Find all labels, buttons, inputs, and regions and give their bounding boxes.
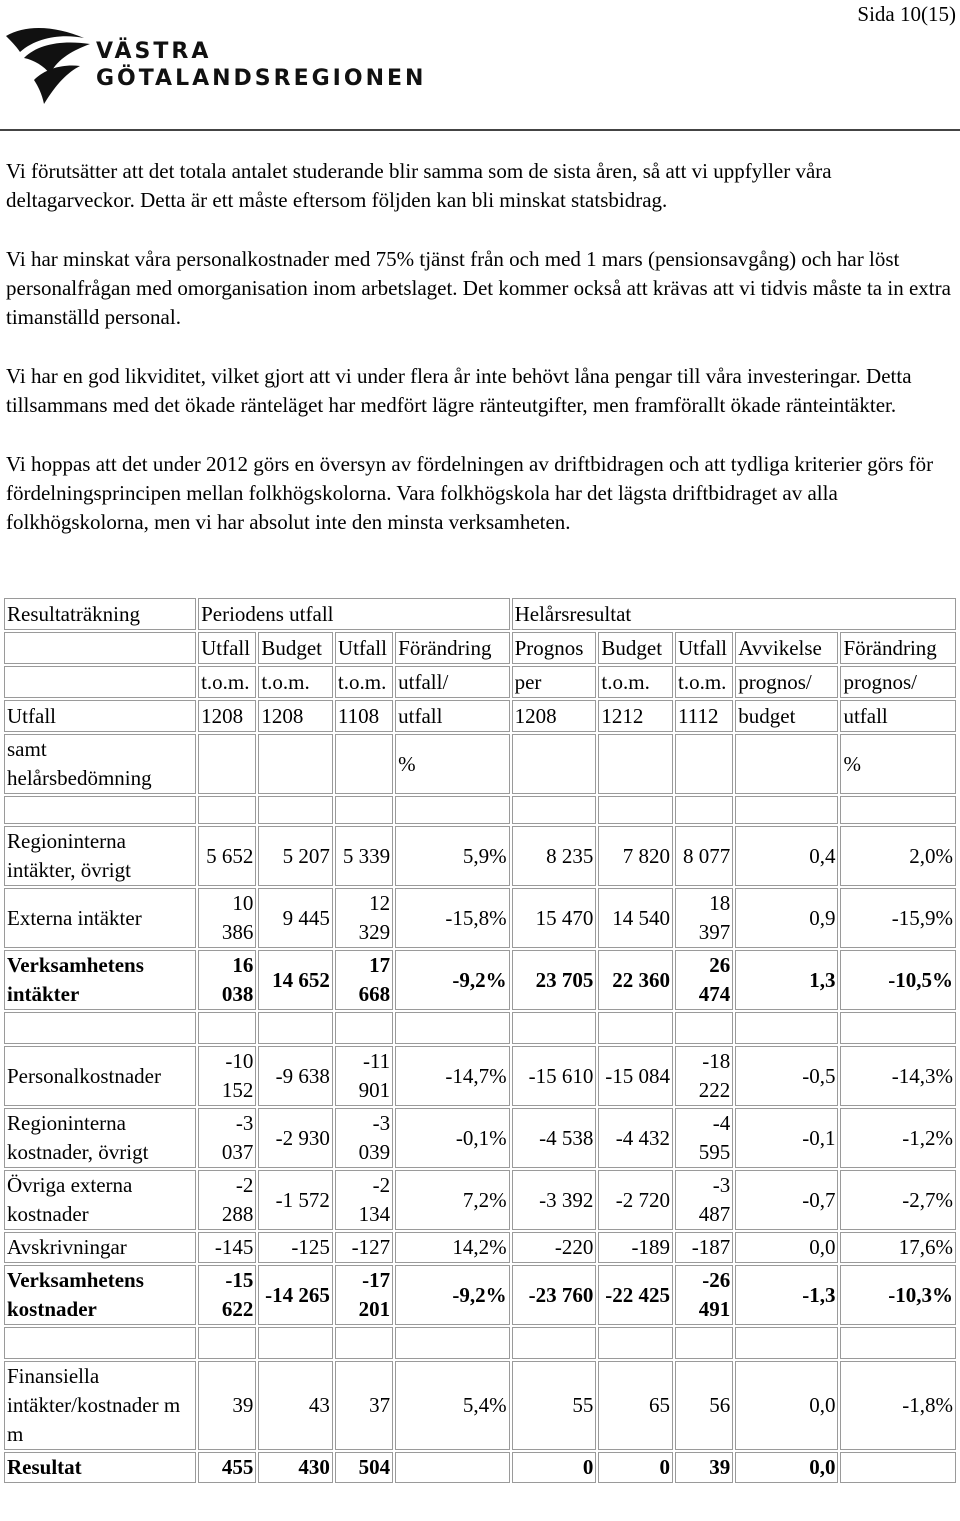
table-cell: [675, 734, 733, 794]
column-header: Utfall: [675, 632, 733, 664]
logo-wordmark: [96, 38, 426, 92]
column-header: prognos/: [735, 666, 838, 698]
table-cell: 17 668: [335, 950, 393, 1010]
logo-swirl-icon: [4, 22, 94, 106]
table-cell: 5,4%: [395, 1361, 509, 1450]
column-header: Förändring: [840, 632, 956, 664]
table-group-header-row: [4, 598, 956, 630]
table-cell: [735, 734, 838, 794]
table-cell: -3 037: [198, 1108, 256, 1168]
table-cell: 1,3: [735, 950, 838, 1010]
table-cell: 43: [258, 1361, 333, 1450]
table-cell: -187: [675, 1232, 733, 1263]
table-row: [4, 888, 956, 948]
table-cell: -145: [198, 1232, 256, 1263]
table-cell: [258, 734, 333, 794]
table-cell: [395, 1452, 509, 1483]
table-cell: -26 491: [675, 1265, 733, 1325]
row-label: Avskrivningar: [4, 1232, 196, 1263]
table-cell: -9,2%: [395, 1265, 509, 1325]
table-cell: -10 152: [198, 1046, 256, 1106]
row-label: Finansiella intäkter/kostnader m m: [4, 1361, 196, 1450]
table-cell: -3 392: [512, 1170, 597, 1230]
table-cell: -15 622: [198, 1265, 256, 1325]
column-header: 1208: [512, 700, 597, 732]
table-cell: 0,0: [735, 1232, 838, 1263]
column-header: Budget: [258, 632, 333, 664]
table-cell: 14 652: [258, 950, 333, 1010]
table-cell: -18 222: [675, 1046, 733, 1106]
table-cell: -0,1%: [395, 1108, 509, 1168]
table-title: Resultaträkning: [4, 598, 196, 630]
column-header: budget: [735, 700, 838, 732]
page-number: Sida 10(15): [857, 2, 956, 26]
table-cell: 56: [675, 1361, 733, 1450]
table-row: [4, 1108, 956, 1168]
table-cell: -14,3%: [840, 1046, 956, 1106]
table-cell: -220: [512, 1232, 597, 1263]
table-row: [4, 1232, 956, 1263]
column-header: %: [395, 734, 509, 794]
table-cell: 5 207: [258, 826, 333, 886]
column-header-row: [4, 734, 956, 794]
column-header: prognos/: [840, 666, 956, 698]
table-cell: -10,3%: [840, 1265, 956, 1325]
column-header: t.o.m.: [675, 666, 733, 698]
spacer-row: [4, 1012, 956, 1044]
table-cell: -1 572: [258, 1170, 333, 1230]
vgr-logo: [4, 22, 427, 106]
table-cell: [840, 1452, 956, 1483]
table-row: [4, 1452, 956, 1483]
table-cell: -2 930: [258, 1108, 333, 1168]
column-header: 1112: [675, 700, 733, 732]
table-cell: 504: [335, 1452, 393, 1483]
table-cell: -3 487: [675, 1170, 733, 1230]
table-cell: [198, 734, 256, 794]
column-header: t.o.m.: [335, 666, 393, 698]
row-label: Resultat: [4, 1452, 196, 1483]
table-cell: 0: [512, 1452, 597, 1483]
column-header: utfall: [395, 700, 509, 732]
table-cell: 430: [258, 1452, 333, 1483]
table-cell: 26 474: [675, 950, 733, 1010]
spacer-row: [4, 1327, 956, 1359]
table-cell: 17,6%: [840, 1232, 956, 1263]
paragraph: Vi hoppas att det under 2012 görs en översyn av fördelningen av driftbidragen och att tydliga kriterier görs för fördelningsprincipen mellan folkhögskolorna. Vara folkhögskola har det lägsta driftbidraget av alla folkhögskolorna, men vi har absolut inte den minsta verksamheten.: [6, 452, 934, 534]
table-cell: -125: [258, 1232, 333, 1263]
table-cell: -2,7%: [840, 1170, 956, 1230]
table-cell: 7 820: [598, 826, 673, 886]
paragraph: Vi har en god likviditet, vilket gjort att vi under flera år inte behövt låna pengar till våra investeringar. Detta tillsammans med det ökade ränteläget har medfört lägre ränteutgifter, men framförallt ökade ränteintäkter.: [6, 364, 912, 417]
table-cell: -2 134: [335, 1170, 393, 1230]
table-cell: 0,4: [735, 826, 838, 886]
logo-line1: VÄSTRA: [96, 39, 212, 64]
table-cell: 15 470: [512, 888, 597, 948]
table-cell: [598, 734, 673, 794]
table-cell: -17 201: [335, 1265, 393, 1325]
table-cell: [4, 666, 196, 698]
table-cell: -4 538: [512, 1108, 597, 1168]
table-cell: -15 610: [512, 1046, 597, 1106]
column-header: Budget: [598, 632, 673, 664]
table-cell: 5 339: [335, 826, 393, 886]
table-cell: 8 077: [675, 826, 733, 886]
table-cell: [512, 734, 597, 794]
column-header: t.o.m.: [198, 666, 256, 698]
table-row: [4, 950, 956, 1010]
column-header: 1108: [335, 700, 393, 732]
table-cell: 5 652: [198, 826, 256, 886]
table-cell: -4 432: [598, 1108, 673, 1168]
table-cell: 37: [335, 1361, 393, 1450]
column-header: Utfall: [198, 632, 256, 664]
table-cell: 10 386: [198, 888, 256, 948]
table-cell: [4, 632, 196, 664]
table-cell: -14 265: [258, 1265, 333, 1325]
body-text: [6, 157, 958, 567]
paragraph: Vi har minskat våra personalkostnader med 75% tjänst från och med 1 mars (pensionsavgång) och har löst personalfrågan med omorganisation inom arbetslaget. Det kommer också att krävas att vi tidvis måste ta in extra timanställd personal.: [6, 247, 951, 329]
column-header-row: [4, 632, 956, 664]
table-row: [4, 1265, 956, 1325]
table-cell: 22 360: [598, 950, 673, 1010]
table-cell: -1,2%: [840, 1108, 956, 1168]
row-label: Externa intäkter: [4, 888, 196, 948]
row-label: Verksamhetens kostnader: [4, 1265, 196, 1325]
table-cell: -15,9%: [840, 888, 956, 948]
row-label: Regioninterna intäkter, övrigt: [4, 826, 196, 886]
table-cell: -22 425: [598, 1265, 673, 1325]
column-header-row: [4, 666, 956, 698]
table-cell: 2,0%: [840, 826, 956, 886]
table-cell: -11 901: [335, 1046, 393, 1106]
table-row: [4, 826, 956, 886]
result-table: [2, 596, 958, 1485]
table-cell: -15 084: [598, 1046, 673, 1106]
table-cell: 0,9: [735, 888, 838, 948]
column-header-row: [4, 700, 956, 732]
column-header: 1208: [198, 700, 256, 732]
logo-line2: GÖTALANDSREGIONEN: [96, 66, 427, 91]
table-cell: 14,2%: [395, 1232, 509, 1263]
table-cell: -15,8%: [395, 888, 509, 948]
column-header: utfall: [840, 700, 956, 732]
table-cell: -4 595: [675, 1108, 733, 1168]
row-label: Verksamhetens intäkter: [4, 950, 196, 1010]
column-header: t.o.m.: [598, 666, 673, 698]
table-cell: 455: [198, 1452, 256, 1483]
header-divider: [0, 129, 960, 131]
table-cell: 14 540: [598, 888, 673, 948]
table-cell: 5,9%: [395, 826, 509, 886]
group-header-period: Periodens utfall: [198, 598, 510, 630]
column-header: samt helårsbedömning: [4, 734, 196, 794]
column-header: 1208: [258, 700, 333, 732]
column-header: Förändring: [395, 632, 509, 664]
table-cell: 39: [198, 1361, 256, 1450]
table-cell: -1,8%: [840, 1361, 956, 1450]
column-header: Prognos: [512, 632, 597, 664]
table-row: [4, 1170, 956, 1230]
table-cell: -0,5: [735, 1046, 838, 1106]
column-header: Avvikelse: [735, 632, 838, 664]
table-cell: 65: [598, 1361, 673, 1450]
column-header: Utfall: [335, 632, 393, 664]
table-cell: -9,2%: [395, 950, 509, 1010]
row-label: Personalkostnader: [4, 1046, 196, 1106]
table-cell: -9 638: [258, 1046, 333, 1106]
table-cell: -3 039: [335, 1108, 393, 1168]
group-header-year: Helårsresultat: [512, 598, 956, 630]
row-label: Övriga externa kostnader: [4, 1170, 196, 1230]
table-cell: 8 235: [512, 826, 597, 886]
table-row: [4, 1361, 956, 1450]
table-cell: -0,1: [735, 1108, 838, 1168]
table-cell: -23 760: [512, 1265, 597, 1325]
table-cell: 18 397: [675, 888, 733, 948]
column-header: 1212: [598, 700, 673, 732]
table-cell: 0,0: [735, 1452, 838, 1483]
table-cell: -2 720: [598, 1170, 673, 1230]
table-cell: 55: [512, 1361, 597, 1450]
table-cell: 16 038: [198, 950, 256, 1010]
table-cell: -0,7: [735, 1170, 838, 1230]
paragraph: Vi förutsätter att det totala antalet studerande blir samma som de sista åren, så att vi uppfyller våra deltagarveckor. Detta är ett måste eftersom följden kan bli minskat statsbidrag.: [6, 159, 832, 212]
column-header: %: [840, 734, 956, 794]
table-cell: -189: [598, 1232, 673, 1263]
table-cell: 0,0: [735, 1361, 838, 1450]
table-cell: 0: [598, 1452, 673, 1483]
table-cell: -10,5%: [840, 950, 956, 1010]
table-cell: -14,7%: [395, 1046, 509, 1106]
table-cell: 9 445: [258, 888, 333, 948]
column-header: t.o.m.: [258, 666, 333, 698]
table-cell: [335, 734, 393, 794]
table-cell: 39: [675, 1452, 733, 1483]
table-cell: 23 705: [512, 950, 597, 1010]
column-header: utfall/: [395, 666, 509, 698]
table-cell: 12 329: [335, 888, 393, 948]
table-row: [4, 1046, 956, 1106]
table-cell: -2 288: [198, 1170, 256, 1230]
column-header: Utfall: [4, 700, 196, 732]
spacer-row: [4, 796, 956, 824]
column-header: per: [512, 666, 597, 698]
table-cell: -1,3: [735, 1265, 838, 1325]
table-cell: -127: [335, 1232, 393, 1263]
row-label: Regioninterna kostnader, övrigt: [4, 1108, 196, 1168]
table-cell: 7,2%: [395, 1170, 509, 1230]
